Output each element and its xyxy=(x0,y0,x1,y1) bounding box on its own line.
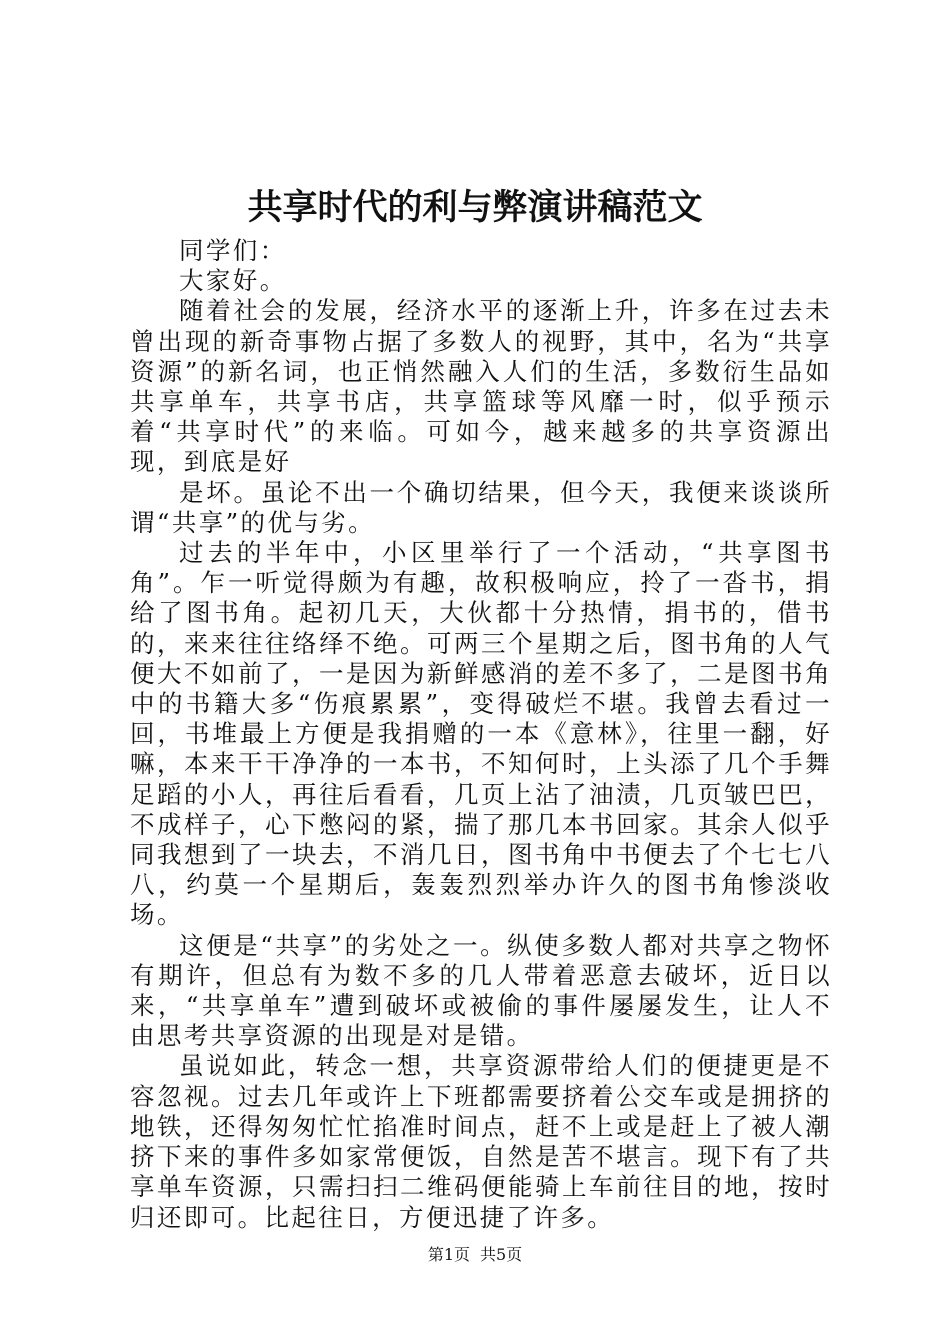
paragraph-book-corner: 过去的半年中，小区里举行了一个活动，“共享图书角”。乍一听觉得颇为有趣，故积极响应，拎了一沓书，捐给了图书角。起初几天，大伙都十分热情，捐书的，借书的，来来往往络绎不绝。可两三个星期之后，图书角的人气便大不如前了，一是因为新鲜感消的差不多了，二是图书角中的书籍大多“伤痕累累”，变得破烂不堪。我曾去看过一回，书堆最上方便是我捐赠的一本《意林》，往里一翻，好嘛，本来干干净净的一本书，不知何时，上头添了几个手舞足蹈的小人，再往后看看，几页上沾了油渍，几页皱巴巴，不成样子，心下憋闷的紧，揣了那几本书回家。其余人似乎同我想到了一块去，不消几日，图书角中书便去了个七七八八，约莫一个星期后，轰轰烈烈举办许久的图书角惨淡收场。 xyxy=(130,538,832,930)
paragraph-disadvantage: 这便是“共享”的劣处之一。纵使多数人都对共享之物怀有期许，但总有为数不多的几人带着恶意去破坏，近日以来，“共享单车”遭到破坏或被偷的事件屡屡发生，让人不由思考共享资源的出现是对是错。 xyxy=(130,930,832,1051)
paragraph-intro-continued: 是坏。虽论不出一个确切结果，但今天，我便来谈谈所谓“共享”的优与劣。 xyxy=(130,477,832,537)
paragraph-advantage: 虽说如此，转念一想，共享资源带给人们的便捷更是不容忽视。过去几年或许上下班都需要挤着公交车或是拥挤的地铁，还得匆匆忙忙掐准时间点，赶不上或是赶上了被人潮挤下来的事件多如家常便饭，自然是苦不堪言。现下有了共享单车资源，只需扫扫二维码便能骑上车前往目的地，按时归还即可。比起往日，方便迅捷了许多。 xyxy=(130,1051,832,1232)
paragraph-hello: 大家好。 xyxy=(179,266,287,296)
page-footer xyxy=(0,1244,950,1266)
page-number: 第1页 xyxy=(427,1245,470,1264)
paragraph-greeting: 同学们： xyxy=(179,236,287,265)
document-body xyxy=(130,236,832,1233)
page-total: 共5页 xyxy=(480,1245,523,1264)
paragraph-intro: 随着社会的发展，经济水平的逐渐上升，许多在过去未曾出现的新奇事物占据了多数人的视野，其中，名为“共享资源”的新名词，也正悄然融入人们的生活，多数衍生品如共享单车，共享书店，共享篮球等风靡一时，似乎预示着“共享时代”的来临。可如今，越来越多的共享资源出现，到底是好 xyxy=(130,296,832,477)
document-title: 共享时代的利与弊演讲稿范文 xyxy=(247,187,703,228)
